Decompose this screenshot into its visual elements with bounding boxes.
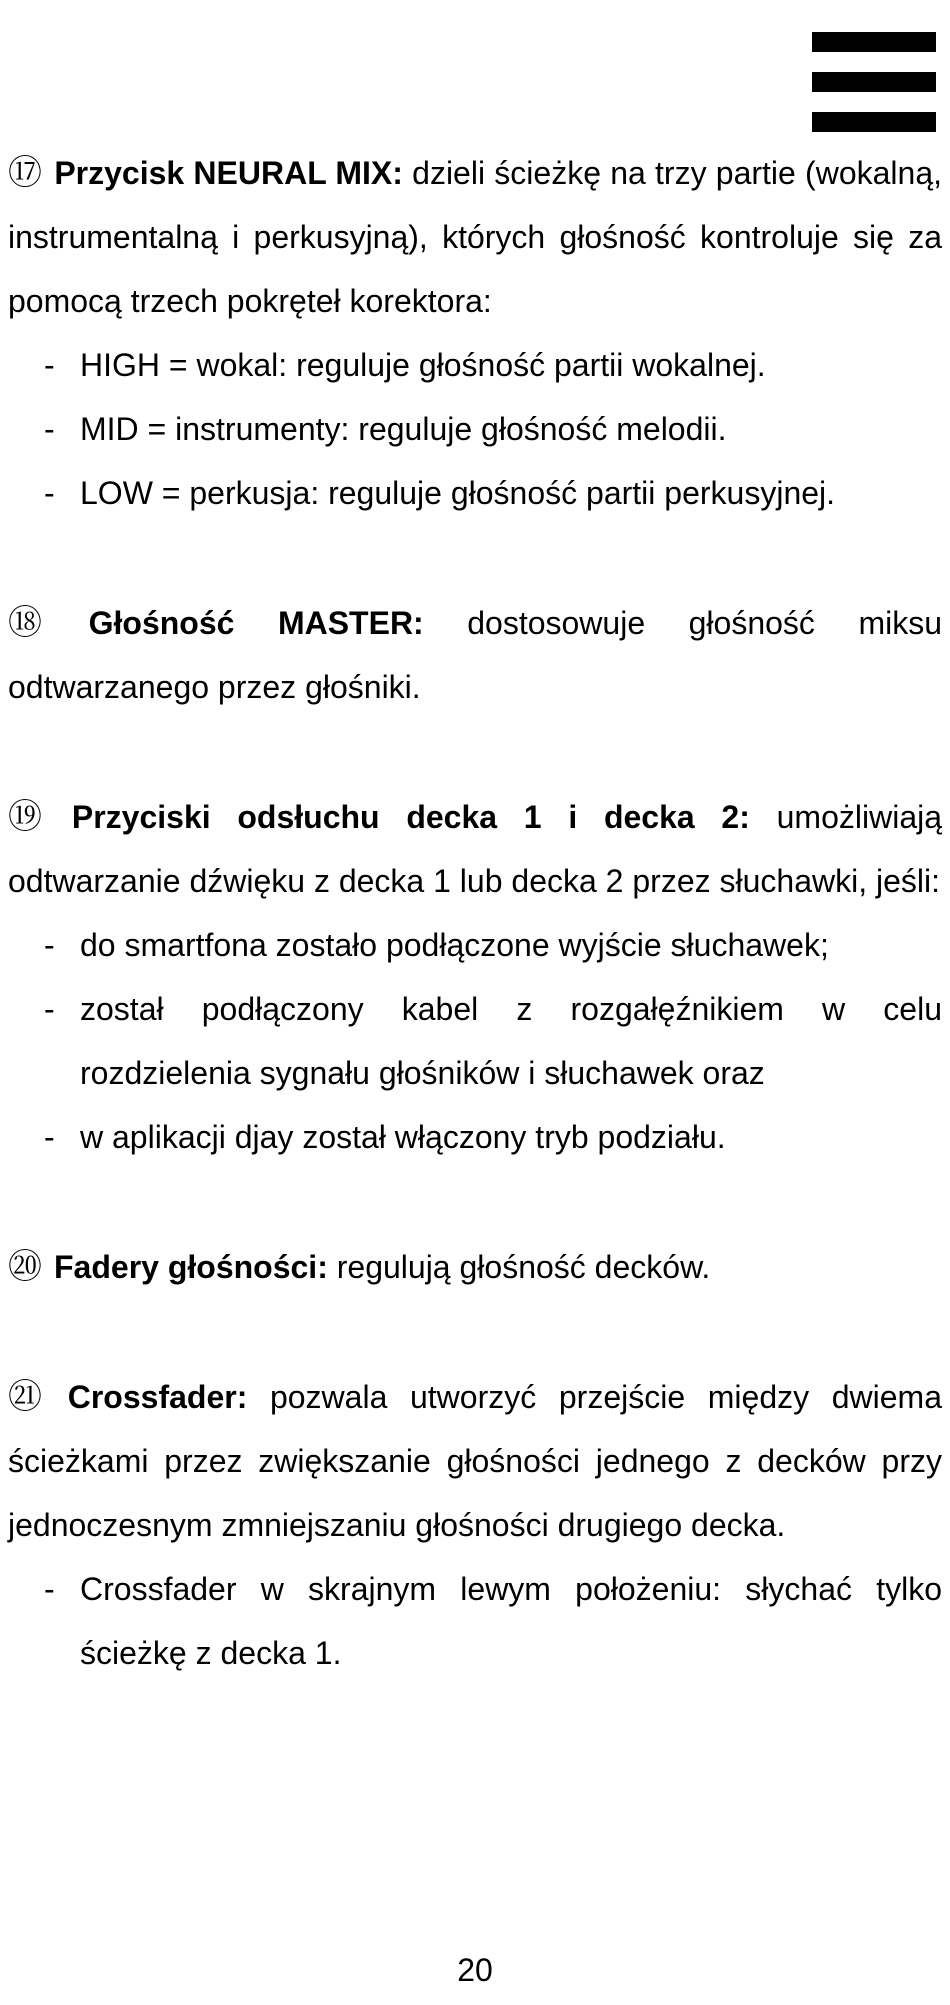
list-item [8, 333, 942, 397]
item-number: ㉑ [8, 1378, 56, 1416]
page-number: 20 [457, 1952, 493, 1988]
list-item-text: HIGH = wokal: reguluje głośność partii wokalnej. [80, 347, 766, 383]
item-number: ⑲ [8, 798, 60, 836]
item-number: ⑳ [8, 1248, 42, 1286]
bullet-dash: - [44, 927, 55, 963]
section-heading: Przyciski odsłuchu decka 1 i decka 2: [71, 799, 750, 835]
list-item [8, 461, 942, 525]
bullet-dash: - [44, 1571, 55, 1607]
hamburger-menu-icon[interactable] [812, 32, 936, 134]
list-item [8, 1105, 942, 1169]
bullet-dash: - [44, 411, 55, 447]
section-text: regulują głośność decków. [327, 1249, 711, 1285]
bullet-dash: - [44, 347, 55, 383]
section-text: dzieli ścieżkę na trzy partie (wokalną, instrumentalną i perkusyjną), których głośność kontroluje się za pomocą trzech pokręteł korektora: [8, 155, 943, 319]
list-item-text: LOW = perkusja: reguluje głośność partii perkusyjnej. [80, 475, 836, 511]
section-volume-faders [8, 1235, 942, 1299]
section-heading: Głośność MASTER: [88, 605, 424, 641]
bullet-list [8, 1557, 942, 1685]
item-number: ⑱ [8, 604, 77, 642]
section-heading: Crossfader: [67, 1379, 248, 1415]
list-item [8, 397, 942, 461]
bullet-dash: - [44, 991, 55, 1027]
list-item-text: do smartfona zostało podłączone wyjście słuchawek; [80, 927, 829, 963]
list-item-text: Crossfader w skrajnym lewym położeniu: słychać tylko ścieżkę z decka 1. [80, 1571, 942, 1671]
section-neural-mix [8, 141, 942, 525]
section-heading: Przycisk NEURAL MIX: [54, 155, 403, 191]
menu-bar [812, 72, 936, 92]
list-item-text: MID = instrumenty: reguluje głośność melodii. [80, 411, 727, 447]
section-text: dostosowuje głośność miksu odtwarzanego przez głośniki. [8, 605, 943, 705]
section-heading: Fadery głośności: [54, 1249, 328, 1285]
section-headphone-cue [8, 785, 942, 1169]
list-item-text: w aplikacji djay został włączony tryb podziału. [80, 1119, 726, 1155]
list-item [8, 913, 942, 977]
section-master-volume [8, 591, 942, 719]
manual-content [8, 141, 942, 1685]
bullet-list [8, 333, 942, 525]
section-text: umożliwiają odtwarzanie dźwięku z decka 1 lub decka 2 przez słuchawki, jeśli: [8, 799, 943, 899]
bullet-list [8, 913, 942, 1169]
section-crossfader [8, 1365, 942, 1685]
menu-bar [812, 32, 936, 52]
list-item-text: został podłączony kabel z rozgałęźnikiem w celu rozdzielenia sygnału głośników i słuchawek oraz [80, 991, 942, 1091]
section-text: pozwala utworzyć przejście między dwiema ścieżkami przez zwiększanie głośności jednego z decków przy jednoczesnym zmniejszaniu głośności drugiego decka. [8, 1379, 943, 1543]
list-item [8, 1557, 942, 1685]
list-item [8, 977, 942, 1105]
bullet-dash: - [44, 1119, 55, 1155]
menu-bar [812, 112, 936, 132]
bullet-dash: - [44, 475, 55, 511]
item-number: ⑰ [8, 154, 43, 192]
